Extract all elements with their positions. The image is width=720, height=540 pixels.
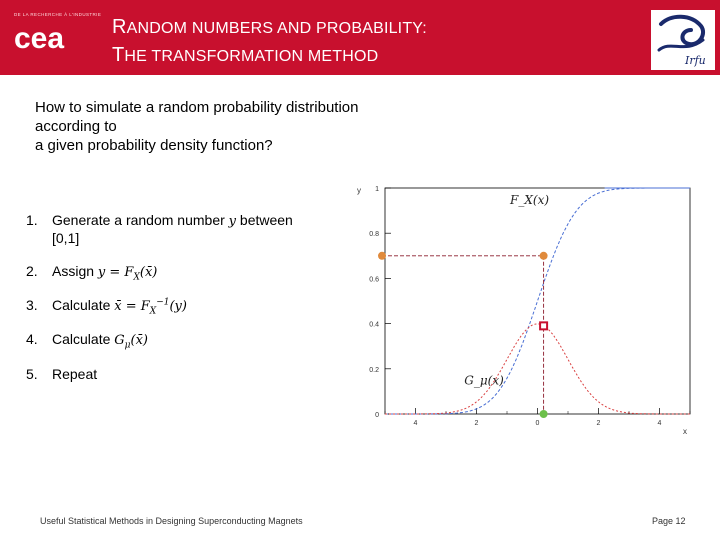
step-number: 3.: [26, 297, 38, 313]
step-text: Repeat: [52, 366, 98, 382]
step-text: Generate a random number y between: [52, 212, 293, 229]
cdf-point-marker: [540, 252, 548, 260]
title-line-1: [112, 14, 427, 42]
step-text: Assign $y = F_X(x̄)$: [52, 263, 158, 283]
page-number: Page 12: [652, 516, 686, 526]
intro-line: How to simulate a random probability distribution: [35, 99, 359, 116]
step-formula: $y = F_X(x̄)$: [97, 265, 158, 283]
logo-text: cea: [14, 24, 65, 55]
step-formula: x̄ = $F_X^{-1}(y)$: [114, 297, 187, 317]
y-tick-label: 0.4: [369, 321, 379, 329]
header-bar: [0, 0, 720, 75]
step-number: 2.: [26, 263, 38, 279]
transformation-plot: [345, 182, 700, 442]
intro-question: [35, 98, 359, 155]
title-line1-initial: R: [112, 16, 127, 38]
x-tick-label: 2: [596, 420, 601, 427]
cea-logo-mark: [14, 24, 74, 56]
y-axis-label: y: [357, 186, 361, 195]
slide-title: [112, 14, 427, 70]
title-line2-rest: HE TRANSFORMATION METHOD: [124, 48, 379, 65]
step-number: 4.: [26, 331, 38, 347]
x-tick-label: 4: [657, 420, 662, 427]
x-tick-label: 4: [413, 420, 418, 427]
pdf-label: G_μ(x): [464, 373, 504, 388]
x-point-marker: [540, 410, 548, 418]
y-tick-label: 1: [375, 186, 379, 193]
x-axis-label: x: [683, 427, 687, 436]
plot-frame: [385, 188, 690, 414]
step-formula: $G_\mu(x̄)$: [114, 333, 148, 351]
irfu-logo: [651, 10, 715, 70]
cdf-label: F_X(x): [510, 192, 550, 207]
x-tick-label: 2: [474, 420, 479, 427]
title-line-2: [112, 42, 427, 70]
y-tick-label: 0.8: [369, 231, 379, 239]
cea-logo: [0, 0, 100, 75]
x-tick-label: 0: [535, 420, 540, 427]
irfu-logo-text: Irfu: [685, 54, 706, 67]
step-number: 1.: [26, 212, 38, 228]
step-text: Calculate $G_\mu(x̄)$: [52, 331, 148, 351]
title-line1-rest: ANDOM NUMBERS AND PROBABILITY:: [126, 20, 427, 37]
step-text: Calculate x̄ = $F_X^{-1}(y)$: [52, 297, 187, 317]
pdf-point-marker: [540, 322, 547, 329]
logo-tagline: DE LA RECHERCHE À L'INDUSTRIE: [14, 12, 102, 17]
cdf-curve: [385, 188, 690, 414]
y-tick-label: 0.2: [369, 366, 379, 374]
pdf-curve: [385, 324, 690, 414]
irfu-logo-mark: [651, 10, 715, 70]
intro-line: a given probability density function?: [35, 137, 273, 154]
footer-title: Useful Statistical Methods in Designing Superconducting Magnets: [40, 516, 303, 526]
step-number: 5.: [26, 366, 38, 382]
intro-line: according to: [35, 118, 117, 135]
y-tick-label: 0.6: [369, 276, 379, 284]
title-line2-initial: T: [112, 44, 125, 66]
y-point-marker: [378, 252, 386, 260]
y-tick-label: 0: [375, 412, 379, 419]
